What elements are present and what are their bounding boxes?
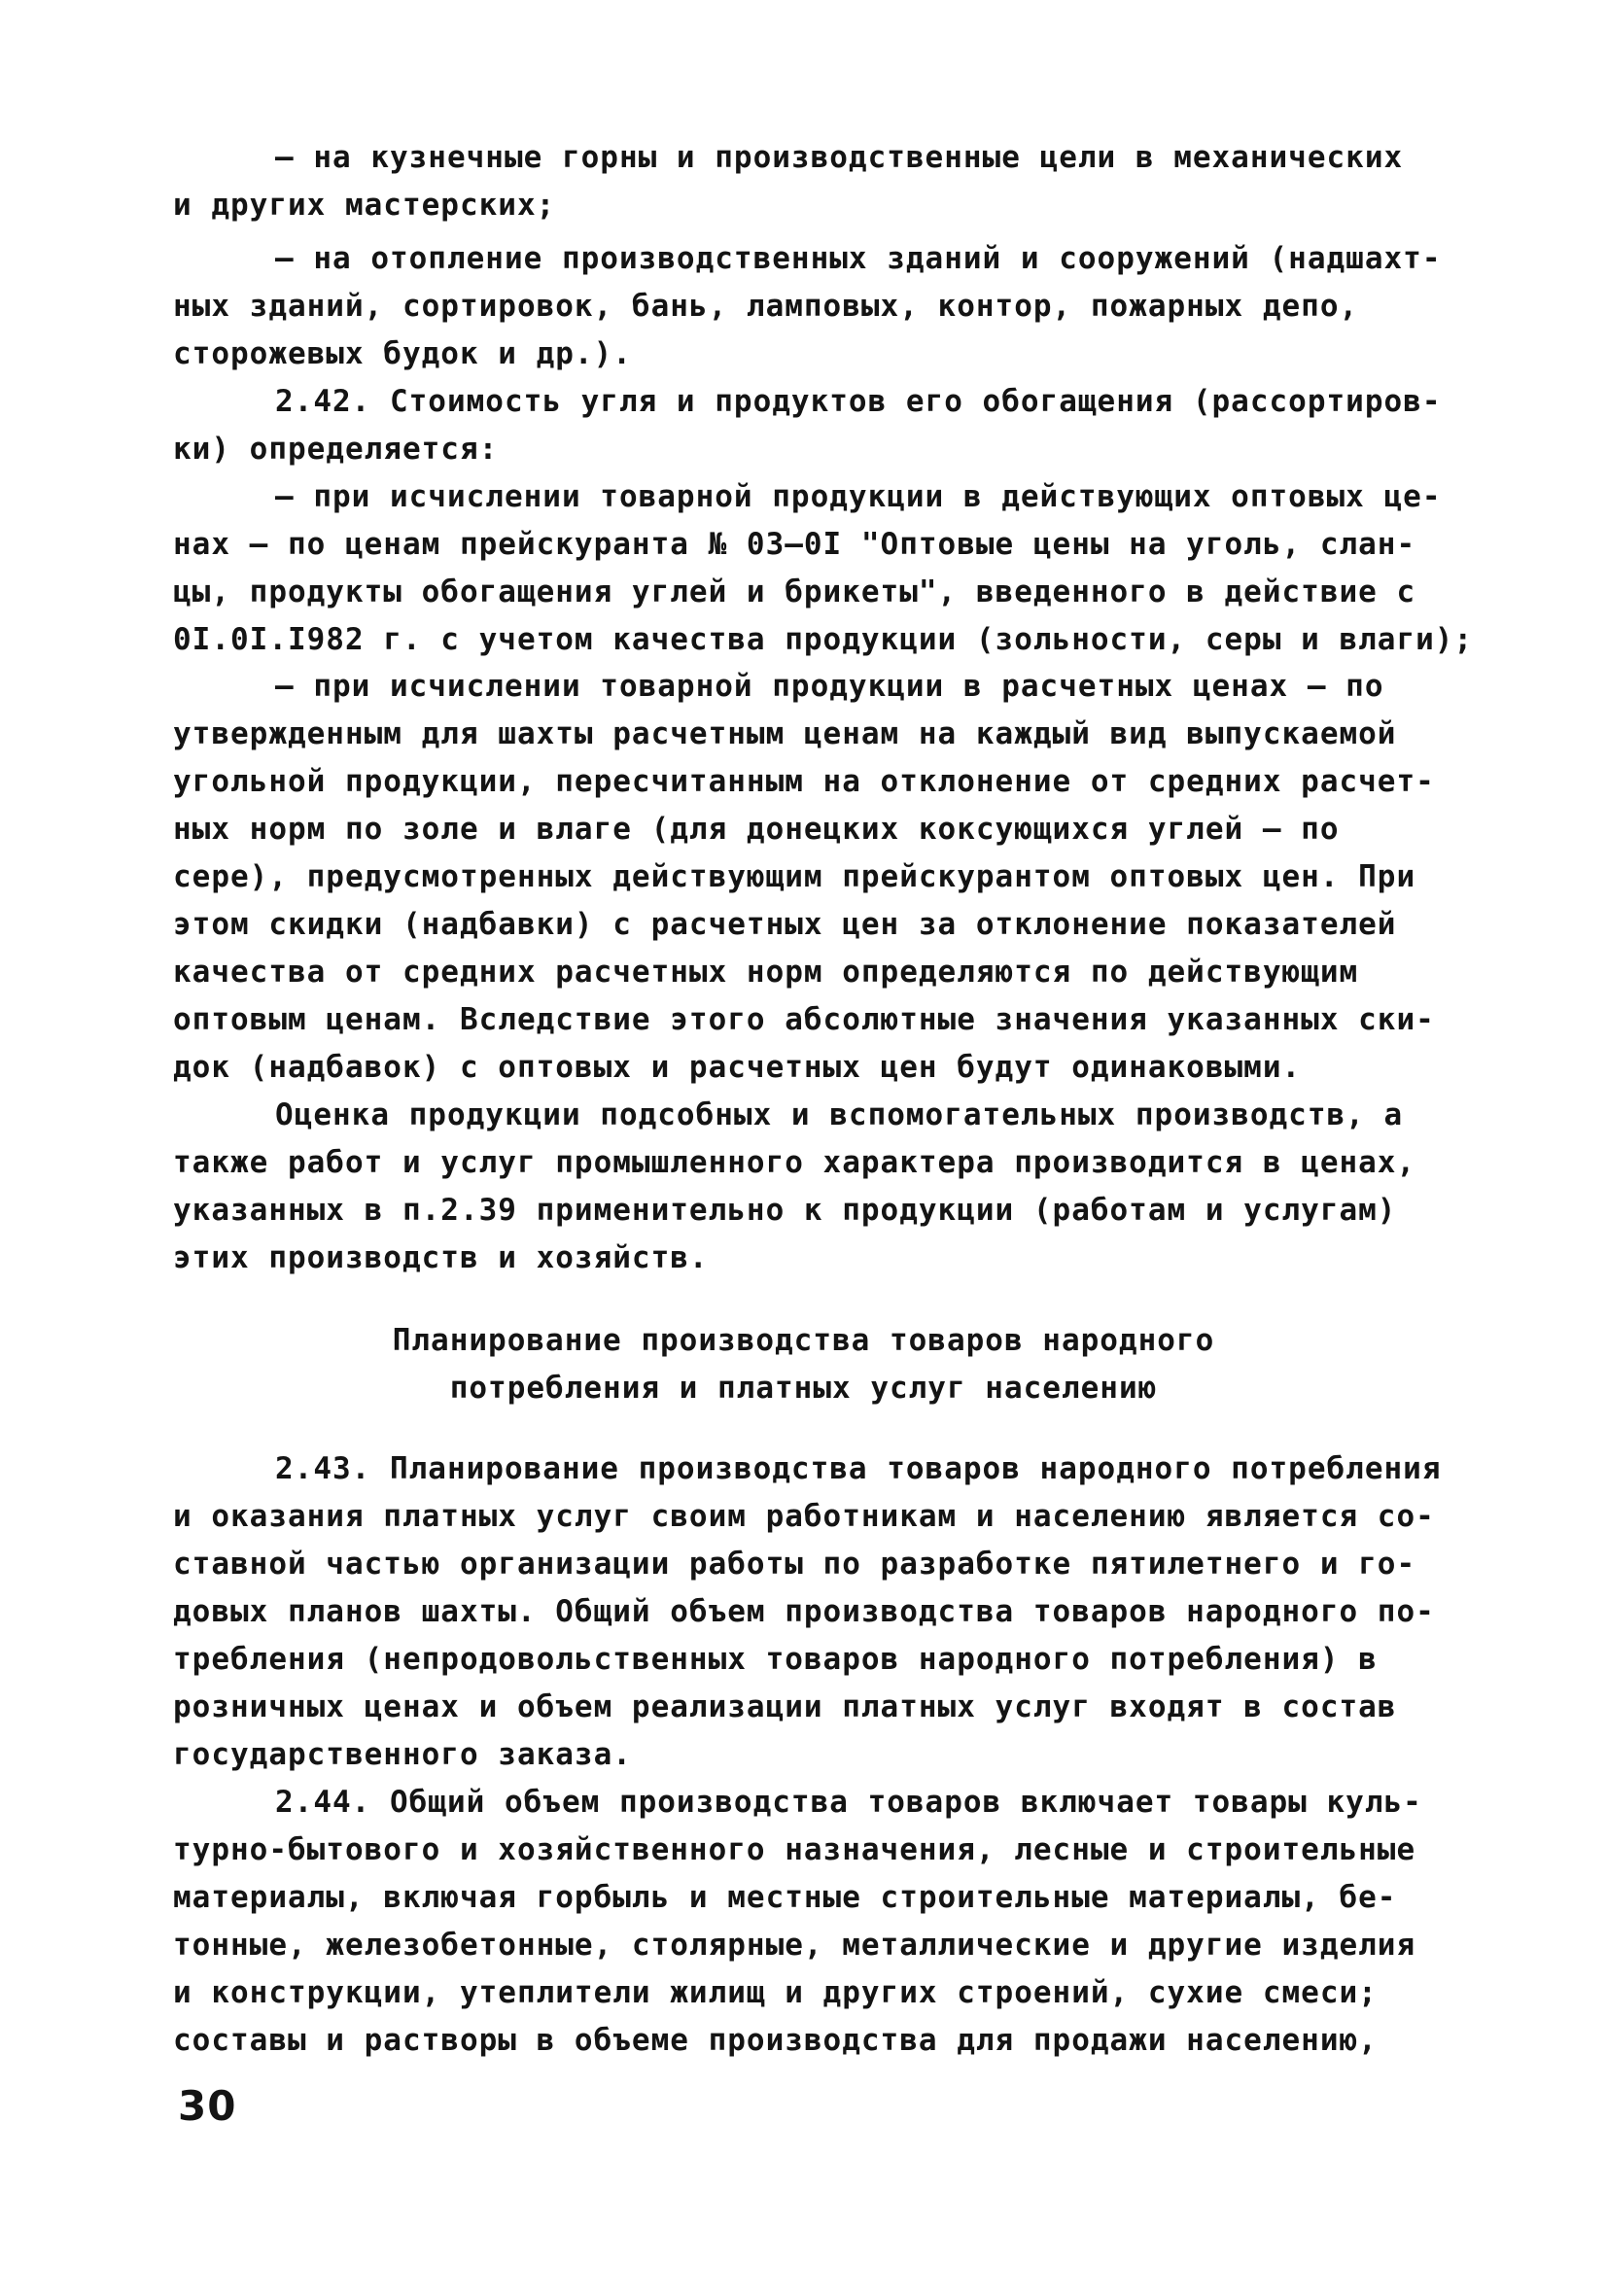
text-line: 2.43. Планирование производства товаров народного потребления: [275, 1451, 1442, 1486]
text-line: – на отопление производственных зданий и сооружений (надшахт-: [275, 241, 1442, 276]
text-line: качества от средних расчетных норм определяются по действующим: [173, 955, 1359, 990]
text-line: ных зданий, сортировок, бань, ламповых, контор, пожарных депо,: [173, 289, 1359, 324]
text-line: док (надбавок) с оптовых и расчетных цен будут одинаковыми.: [173, 1050, 1302, 1085]
text-line: 2.44. Общий объем производства товаров включает товары куль-: [275, 1785, 1422, 1820]
text-line: ставной частью организации работы по разработке пятилетнего и го-: [173, 1547, 1416, 1582]
text-line: турно-бытового и хозяйственного назначения, лесные и строительные: [173, 1832, 1416, 1867]
text-line: 0I.0I.I982 г. с учетом качества продукции (зольности, серы и влаги);: [173, 622, 1474, 657]
text-line: материалы, включая горбыль и местные строительные материалы, бе-: [173, 1880, 1397, 1915]
text-line: и других мастерских;: [173, 188, 556, 223]
text-line: розничных ценах и объем реализации платных услуг входят в состав: [173, 1689, 1397, 1724]
text-line: составы и растворы в объеме производства для продажи населению,: [173, 2023, 1378, 2058]
text-line: ки) определяется:: [173, 432, 499, 467]
text-line: 2.42. Стоимость угля и продуктов его обогащения (рассортиров-: [275, 384, 1442, 419]
text-line: и конструкции, утеплители жилищ и других строений, сухие смеси;: [173, 1975, 1378, 2010]
text-line: тонные, железобетонные, столярные, металлические и другие изделия: [173, 1928, 1416, 1963]
text-line: этом скидки (надбавки) с расчетных цен за отклонение показателей: [173, 907, 1397, 942]
section-heading-line-2: потребления и платных услуг населению: [449, 1371, 1158, 1406]
page-number: 30: [178, 2082, 237, 2130]
text-line: и оказания платных услуг своим работникам и населению является со-: [173, 1499, 1435, 1534]
text-line: указанных в п.2.39 применительно к продукции (работам и услугам): [173, 1193, 1397, 1228]
text-line: – при исчислении товарной продукции в расчетных ценах – по: [275, 669, 1384, 704]
text-line: – на кузнечные горны и производственные цели в механических: [275, 140, 1404, 175]
text-line: – при исчислении товарной продукции в действующих оптовых це-: [275, 479, 1442, 514]
text-line: сторожевых будок и др.).: [173, 336, 632, 371]
text-line: оптовым ценам. Вследствие этого абсолютные значения указанных ски-: [173, 1002, 1435, 1037]
text-line: нах – по ценам прейскуранта № 03–0I "Оптовые цены на уголь, слан-: [173, 527, 1416, 562]
section-heading-line-1: Планирование производства товаров народного: [392, 1323, 1215, 1358]
text-line: утвержденным для шахты расчетным ценам на каждый вид выпускаемой: [173, 716, 1397, 751]
text-line: ных норм по золе и влаге (для донецких коксующихся углей – по: [173, 812, 1340, 847]
text-line: этих производств и хозяйств.: [173, 1240, 709, 1275]
text-line: довых планов шахты. Общий объем производства товаров народного по-: [173, 1594, 1435, 1629]
text-line: цы, продукты обогащения углей и брикеты", введенного в действие с: [173, 574, 1416, 609]
text-line: также работ и услуг промышленного характера производится в ценах,: [173, 1145, 1416, 1180]
text-line: Оценка продукции подсобных и вспомогательных производств, а: [275, 1097, 1404, 1132]
text-line: требления (непродовольственных товаров народного потребления) в: [173, 1642, 1378, 1677]
text-line: государственного заказа.: [173, 1737, 632, 1772]
text-line: сере), предусмотренных действующим прейскурантом оптовых цен. При: [173, 859, 1416, 894]
text-line: угольной продукции, пересчитанным на отклонение от средних расчет-: [173, 764, 1435, 799]
